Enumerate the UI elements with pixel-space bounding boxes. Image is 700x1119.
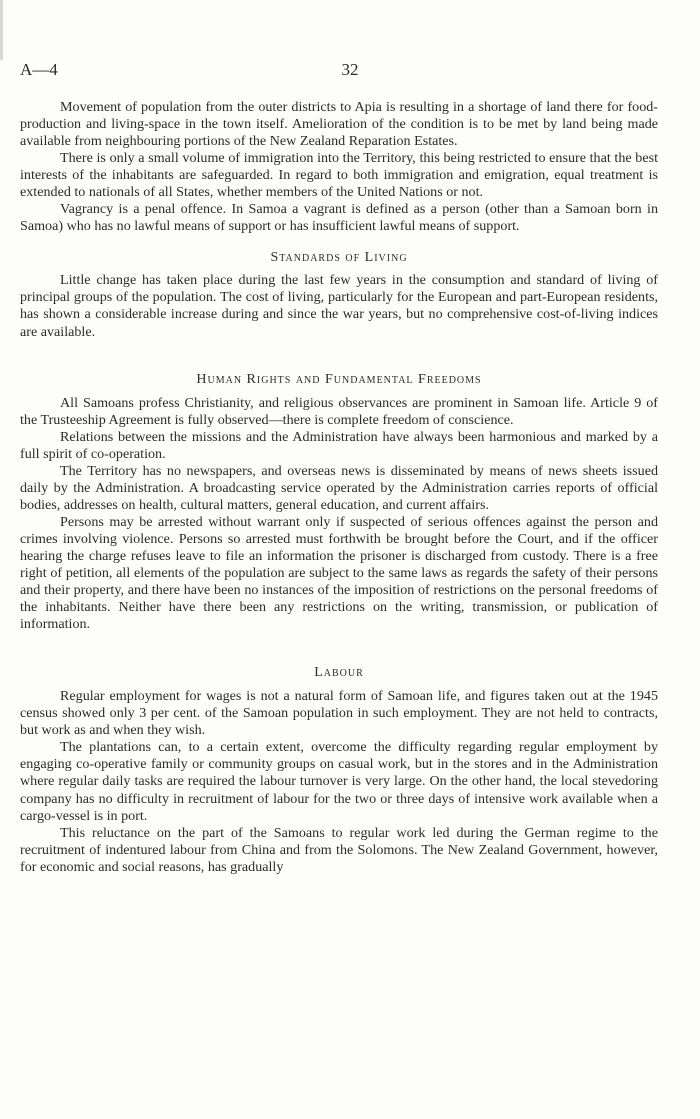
paragraph: The Territory has no newspapers, and overseas news is disseminated by means of news sheets issued daily by the Administration. A broadcasting service operated by the Administration carries reports of official bodies, addresses on health, cultural matters, general education, and current affairs. bbox=[20, 462, 658, 513]
document-code: A—4 bbox=[20, 60, 58, 79]
section-heading-standards-of-living: Standards of Living bbox=[270, 250, 408, 266]
paragraph: Regular employment for wages is not a natural form of Samoan life, and figures taken out at the 1945 census showed only 3 per cent. of the Samoan population in such employment. They are not held to contracts, but work as and when they wish. bbox=[20, 688, 658, 739]
paragraph: This reluctance on the part of the Samoans to regular work led during the German regime to the recruitment of indentured labour from China and from the Solomons. The New Zealand Government, however, for economic and social reasons, has gradually bbox=[20, 824, 658, 875]
paragraph: All Samoans profess Christianity, and religious observances are prominent in Samoan life. Article 9 of the Trusteeship Agreement is fully observed—there is complete freedom of conscience. bbox=[20, 394, 658, 428]
page-body bbox=[20, 99, 658, 876]
paragraph: Relations between the missions and the Administration have always been harmonious and marked by a full spirit of co-operation. bbox=[20, 428, 658, 462]
section-heading-human-rights: Human Rights and Fundamental Freedoms bbox=[196, 371, 482, 387]
paragraph: Persons may be arrested without warrant only if suspected of serious offences against the person and crimes involving violence. Persons so arrested must forthwith be brought before the Court, and if the officer hearing the charge refuses leave to file an information the prisoner is discharged from custody. There is a free right of petition, all elements of the population are subject to the same laws as regards the safety of their persons and their property, and there have been no instances of the imposition of restrictions on the personal freedoms of the inhabitants. Neither have there been any restrictions on the writing, transmission, or publication of information. bbox=[20, 513, 658, 633]
page-header bbox=[20, 60, 658, 80]
paragraph: Vagrancy is a penal offence. In Samoa a vagrant is defined as a person (other than a Samoan born in Samoa) who has no lawful means of support or has insufficient lawful means of support. bbox=[20, 201, 658, 235]
section-heading-labour: Labour bbox=[314, 665, 364, 681]
page-edge-shadow bbox=[0, 0, 3, 60]
paragraph: Little change has taken place during the last few years in the consumption and standard of living of principal groups of the population. The cost of living, particularly for the European and part-European residents, has shown a considerable increase during and since the war years, but no comprehensive cost-of-living indices are available. bbox=[20, 272, 658, 340]
paragraph: The plantations can, to a certain extent, overcome the difficulty regarding regular employment by engaging co-operative family or community groups on casual work, but in the stores and in the Administration where regular daily tasks are required the labour turnover is very large. On the other hand, the local stevedoring company has no difficulty in recruitment of labour for the two or three days of intensive work available when a cargo-vessel is in port. bbox=[20, 739, 658, 824]
paragraph: There is only a small volume of immigration into the Territory, this being restricted to ensure that the best interests of the inhabitants are safeguarded. In regard to both immigration and emigration, equal treatment is extended to nationals of all States, whether members of the United Nations or not. bbox=[20, 150, 658, 201]
page-number: 32 bbox=[341, 60, 359, 79]
paragraph: Movement of population from the outer districts to Apia is resulting in a shortage of land there for food-production and living-space in the town itself. Amelioration of the condition is to be met by land being made available from neighbouring portions of the New Zealand Reparation Estates. bbox=[20, 99, 658, 150]
